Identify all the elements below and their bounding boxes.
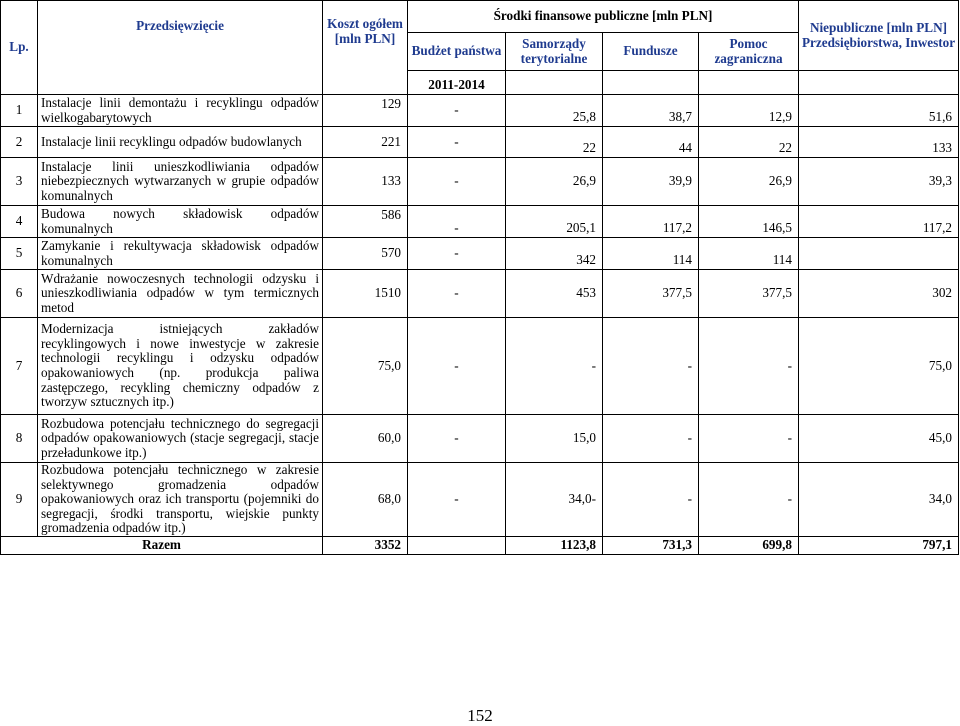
row-total-cost: 586	[323, 206, 408, 238]
row-description: Rozbudowa potencjału technicznego do segregacji odpadów opakowaniowych (stacje segregacji, stacje przeładunkowe itp.)	[38, 415, 323, 463]
row-description: Zamykanie i rekultywacja składowisk odpadów komunalnych	[38, 238, 323, 270]
totals-funds: 731,3	[603, 536, 699, 554]
header-period: 2011-2014	[408, 71, 506, 95]
row-funds: 39,9	[603, 158, 699, 206]
table-row	[1, 463, 959, 537]
row-state-budget: -	[408, 95, 506, 127]
row-local-gov: 22	[506, 127, 603, 158]
header-state-budget: Budżet państwa	[408, 33, 506, 71]
row-total-cost: 75,0	[323, 318, 408, 415]
row-private: 34,0	[799, 463, 959, 537]
header-local-gov: Samorządy terytorialne	[506, 33, 603, 71]
row-total-cost: 1510	[323, 270, 408, 318]
header-enterprises: Przedsiębiorstwa, Inwestor	[801, 34, 956, 50]
header-lp: Lp.	[1, 1, 38, 95]
row-state-budget: -	[408, 238, 506, 270]
row-description: Budowa nowych składowisk odpadów komunalnych	[38, 206, 323, 238]
row-private	[799, 238, 959, 270]
totals-label: Razem	[1, 536, 323, 554]
row-number: 8	[1, 415, 38, 463]
row-foreign-aid: -	[699, 318, 799, 415]
row-state-budget: -	[408, 158, 506, 206]
row-number: 2	[1, 127, 38, 158]
row-private: 133	[799, 127, 959, 158]
row-funds: 377,5	[603, 270, 699, 318]
table-row	[1, 206, 959, 238]
row-funds: 114	[603, 238, 699, 270]
row-state-budget: -	[408, 206, 506, 238]
table-row	[1, 127, 959, 158]
row-funds: -	[603, 415, 699, 463]
totals-aid: 699,8	[699, 536, 799, 554]
row-state-budget: -	[408, 318, 506, 415]
row-private: 45,0	[799, 415, 959, 463]
row-foreign-aid: 114	[699, 238, 799, 270]
row-funds: -	[603, 463, 699, 537]
row-state-budget: -	[408, 463, 506, 537]
row-total-cost: 570	[323, 238, 408, 270]
row-local-gov: -	[506, 318, 603, 415]
row-number: 7	[1, 318, 38, 415]
page-number: 152	[467, 706, 493, 725]
row-foreign-aid: -	[699, 463, 799, 537]
row-private: 302	[799, 270, 959, 318]
header-total-cost: Koszt ogółem [mln PLN]	[323, 1, 408, 95]
header-foreign-aid: Pomoc zagraniczna	[699, 33, 799, 71]
totals-total: 3352	[323, 536, 408, 554]
row-state-budget: -	[408, 270, 506, 318]
row-local-gov: 205,1	[506, 206, 603, 238]
row-local-gov: 15,0	[506, 415, 603, 463]
row-number: 1	[1, 95, 38, 127]
header-funds: Fundusze	[603, 33, 699, 71]
row-funds: 38,7	[603, 95, 699, 127]
table-row	[1, 270, 959, 318]
row-state-budget: -	[408, 127, 506, 158]
header-period-spacer-1	[506, 71, 603, 95]
header-period-spacer-4	[799, 71, 959, 95]
row-local-gov: 25,8	[506, 95, 603, 127]
row-funds: -	[603, 318, 699, 415]
row-description: Rozbudowa potencjału technicznego w zakresie selektywnego gromadzenia odpadów opakowaniowych oraz ich transportu (pojemniki do segregacji, środki transportu, wiejskie punkty gromadzenia odpadów itp.)	[38, 463, 323, 537]
row-local-gov: 34,0-	[506, 463, 603, 537]
table-row	[1, 95, 959, 127]
row-total-cost: 68,0	[323, 463, 408, 537]
totals-budget	[408, 536, 506, 554]
header-private-label: Niepubliczne [mln PLN]	[809, 19, 947, 35]
row-description: Instalacje linii demontażu i recyklingu odpadów wielkogabarytowych	[38, 95, 323, 127]
table-row	[1, 318, 959, 415]
totals-local: 1123,8	[506, 536, 603, 554]
row-state-budget: -	[408, 415, 506, 463]
row-total-cost: 133	[323, 158, 408, 206]
row-foreign-aid: 22	[699, 127, 799, 158]
row-foreign-aid: 12,9	[699, 95, 799, 127]
row-local-gov: 26,9	[506, 158, 603, 206]
row-number: 6	[1, 270, 38, 318]
row-number: 3	[1, 158, 38, 206]
row-foreign-aid: 146,5	[699, 206, 799, 238]
header-private-funds	[799, 1, 959, 71]
row-number: 4	[1, 206, 38, 238]
row-description: Instalacje linii unieszkodliwiania odpadów niebezpiecznych wytwarzanych w grupie odpadów komunalnych	[38, 158, 323, 206]
row-funds: 117,2	[603, 206, 699, 238]
row-description: Wdrażanie nowoczesnych technologii odzysku i unieszkodliwiania odpadów w tym termicznych metod	[38, 270, 323, 318]
row-description: Instalacje linii recyklingu odpadów budowlanych	[38, 127, 323, 158]
row-foreign-aid: 26,9	[699, 158, 799, 206]
row-total-cost: 221	[323, 127, 408, 158]
row-private: 117,2	[799, 206, 959, 238]
row-local-gov: 453	[506, 270, 603, 318]
row-description: Modernizacja istniejących zakładów recyklingowych i nowe inwestycje w zakresie technologii recyklingu i odzysku odpadów opakowaniowych (np. produkcja paliwa zastępczego, recykling chemiczny odpadów z tworzyw sztucznych itp.)	[38, 318, 323, 415]
table-row	[1, 415, 959, 463]
row-private: 51,6	[799, 95, 959, 127]
totals-private: 797,1	[799, 536, 959, 554]
row-funds: 44	[603, 127, 699, 158]
table-row	[1, 238, 959, 270]
row-private: 75,0	[799, 318, 959, 415]
row-private: 39,3	[799, 158, 959, 206]
row-total-cost: 60,0	[323, 415, 408, 463]
row-number: 5	[1, 238, 38, 270]
row-number: 9	[1, 463, 38, 537]
header-project: Przedsięwzięcie	[38, 1, 323, 95]
row-foreign-aid: -	[699, 415, 799, 463]
header-public-funds: Środki finansowe publiczne [mln PLN]	[408, 1, 799, 33]
row-local-gov: 342	[506, 238, 603, 270]
table-row	[1, 158, 959, 206]
header-period-spacer-2	[603, 71, 699, 95]
row-foreign-aid: 377,5	[699, 270, 799, 318]
row-total-cost: 129	[323, 95, 408, 127]
header-period-spacer-3	[699, 71, 799, 95]
totals-row	[1, 536, 959, 554]
